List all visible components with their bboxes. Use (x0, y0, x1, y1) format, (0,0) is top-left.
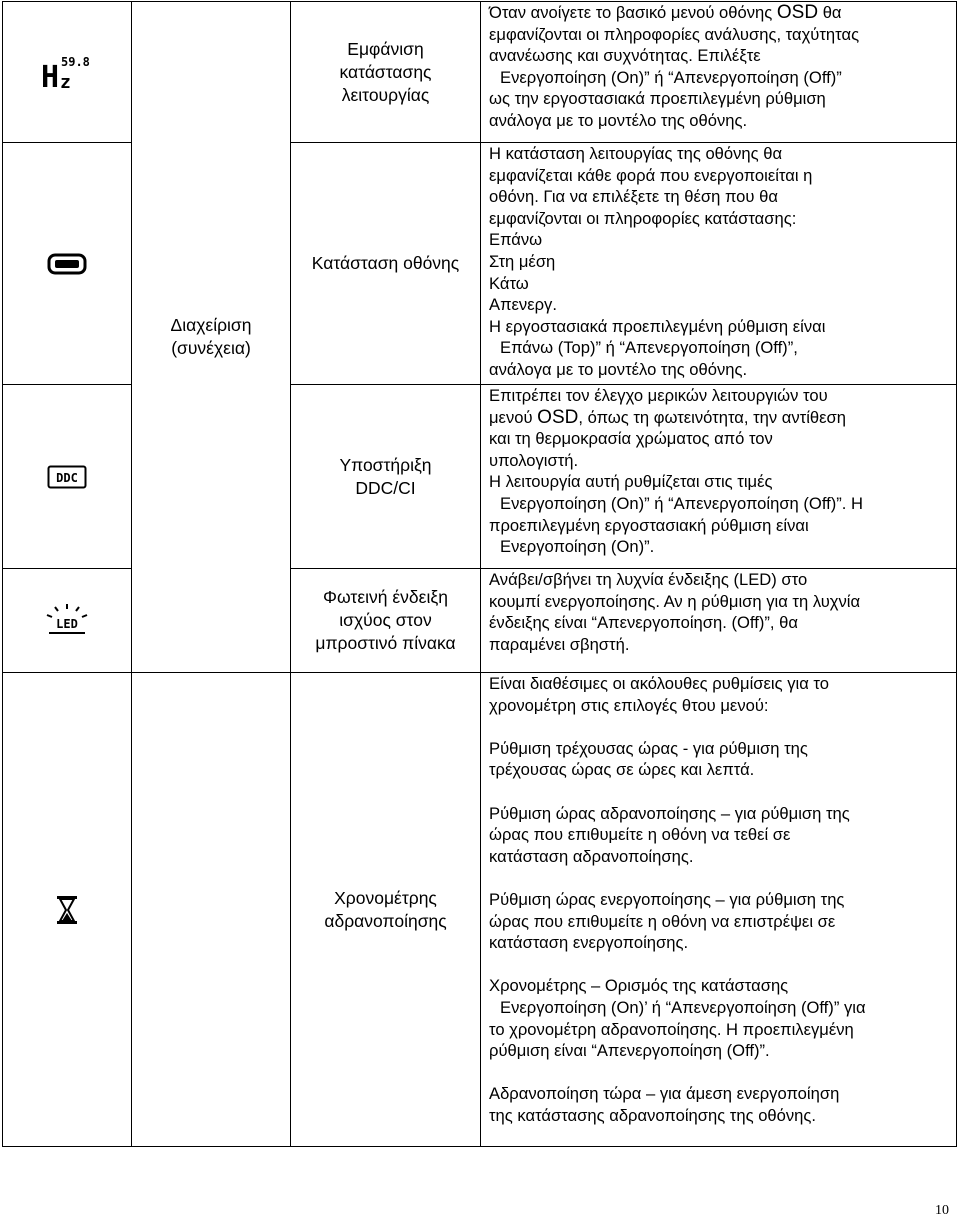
description-line: προεπιλεγμένη εργοστασιακή ρύθμιση είναι (489, 515, 809, 535)
icon-cell (3, 143, 132, 385)
category-label: Διαχείριση (170, 315, 252, 335)
description-line: ένδειξης είναι “Απενεργοποίηση. (Off)”, θα (489, 613, 798, 633)
category-cell (132, 2, 291, 673)
icon-cell (3, 2, 132, 143)
osd-settings-table (2, 1, 957, 1147)
page-number: 10 (935, 1203, 949, 1218)
ddc-icon (47, 465, 87, 489)
setting-description (481, 2, 957, 143)
setting-description (481, 143, 957, 385)
setting-name-line: DDC/CI (355, 477, 416, 498)
description-text: , όπως τη φωτεινότητα, την αντίθεση (578, 407, 846, 427)
description-line: ανάλογα με το μοντέλο της οθόνης. (489, 110, 748, 130)
description-line: Απενεργ. (489, 295, 557, 315)
setting-name-line: Κατάσταση οθόνης (311, 253, 460, 273)
description-line: Ρύθμιση τρέχουσας ώρας - για ρύθμιση της (489, 738, 808, 758)
setting-name (291, 569, 481, 673)
description-line: Ενεργοποίηση (On)”. (500, 537, 655, 557)
setting-name (291, 2, 481, 143)
description-line (489, 2, 952, 24)
description-line: και τη θερμοκρασία χρώματος από τον (489, 429, 773, 449)
setting-name-line: μπροστινό πίνακα (315, 633, 456, 653)
setting-name-line: λειτουργίας (341, 84, 430, 105)
setting-name-line: Φωτεινή ένδειξη (323, 587, 448, 607)
paragraph-gap (489, 781, 952, 803)
category-label: (συνέχεια) (171, 338, 251, 358)
paragraph-gap (489, 1062, 952, 1084)
setting-name-line: ισχύος στον (339, 610, 432, 630)
svg-text:LED: LED (56, 616, 78, 631)
description-text: μενού (489, 407, 538, 427)
description-line: ανάλογα με το μοντέλο της οθόνης. (489, 359, 748, 379)
setting-name (291, 673, 481, 1147)
description-line: Η λειτουργία αυτή ρυθμίζεται στις τιμές (489, 472, 773, 492)
description-line: κατάσταση αδρανοποίησης. (489, 846, 694, 866)
setting-description (481, 673, 957, 1147)
description-line: Χρονομέτρης – Ορισμός της κατάστασης (489, 976, 789, 996)
setting-name (291, 143, 481, 385)
description-line: οθόνη. Για να επιλέξετε τη θέση που θα (489, 187, 778, 207)
hourglass-icon (55, 895, 79, 925)
description-line: Αδρανοποίηση τώρα – για άμεση ενεργοποίηση (489, 1084, 840, 1104)
description-line: τρέχουσας ώρας σε ώρες και λεπτά. (489, 760, 755, 780)
description-line: ρύθμιση είναι “Απενεργοποίηση (Off)”. (489, 1041, 770, 1061)
svg-text:59.8: 59.8 (61, 55, 90, 69)
osd-term: OSD (776, 2, 819, 23)
category-cell (132, 673, 291, 1147)
description-line: ώρας που επιθυμείτε η οθόνη να επιστρέψει σε (489, 911, 836, 931)
description-line: της κατάστασης αδρανοποίησης της οθόνης. (489, 1105, 817, 1125)
description-line: Ρύθμιση ώρας ενεργοποίησης – για ρύθμιση της (489, 889, 845, 909)
description-line: Είναι διαθέσιμες οι ακόλουθες ρυθμίσεις για το (489, 674, 829, 693)
setting-name-line: Εμφάνιση (347, 38, 424, 59)
description-line: παραμένει σβηστή. (489, 634, 630, 654)
description-line: Στη μέση (489, 251, 556, 271)
setting-name-line: κατάστασης (339, 61, 432, 82)
svg-text:DDC: DDC (56, 470, 78, 485)
description-line: εμφανίζονται οι πληροφορίες κατάστασης: (489, 208, 797, 228)
description-line: ως την εργοστασιακά προεπιλεγμένη ρύθμιση (489, 89, 826, 109)
description-text: Όταν ανοίγετε το βασικό μενού οθόνης (489, 3, 777, 22)
description-line: εμφανίζεται κάθε φορά που ενεργοποιείται η (489, 165, 813, 185)
description-line: Η κατάσταση λειτουργίας της οθόνης θα (489, 144, 783, 163)
description-line: Κάτω (489, 273, 529, 293)
description-line: Ενεργοποίηση (On)” ή “Απενεργοποίηση (Off)”. Η (500, 493, 864, 513)
svg-text:H: H (41, 60, 60, 91)
icon-cell (3, 569, 132, 673)
description-text: θα (818, 3, 842, 22)
description-line: υπολογιστή. (489, 450, 579, 470)
monitor-status-icon (47, 253, 87, 275)
setting-description (481, 385, 957, 569)
description-line: Ανάβει/σβήνει τη λυχνία ένδειξης (LED) στο (489, 570, 808, 589)
description-line: Επιτρέπει τον έλεγχο μερικών λειτουργιών του (489, 386, 828, 405)
svg-text:z: z (60, 72, 71, 91)
icon-cell (3, 385, 132, 569)
description-line: Ενεργοποίηση (On)’ ή “Απενεργοποίηση (Off)” για (500, 997, 866, 1017)
setting-name-line: Υποστήριξη (339, 454, 432, 475)
description-line: το χρονομέτρη αδρανοποίησης. Η προεπιλεγμένη (489, 1019, 854, 1039)
description-line: Επάνω (Top)” ή “Απενεργοποίηση (Off)”, (500, 338, 798, 358)
setting-name (291, 385, 481, 569)
description-line: Ενεργοποίηση (On)” ή “Απενεργοποίηση (Off)” (500, 67, 842, 87)
icon-cell (3, 673, 132, 1147)
description-line: χρονομέτρη στις επιλογές θτου μενού: (489, 695, 769, 715)
table-row (3, 673, 957, 1147)
osd-term: OSD (537, 406, 579, 428)
paragraph-gap (489, 954, 952, 976)
description-line: Ρύθμιση ώρας αδρανοποίησης – για ρύθμιση της (489, 803, 850, 823)
description-line: εμφανίζονται οι πληροφορίες ανάλυσης, ταχύτητας (489, 24, 860, 44)
table-row (3, 2, 957, 143)
paragraph-gap (489, 716, 952, 738)
description-line: Η εργοστασιακά προεπιλεγμένη ρύθμιση είναι (489, 316, 826, 336)
description-line: ανανέωσης και συχνότητας. Επιλέξτε (489, 46, 761, 66)
paragraph-gap (489, 867, 952, 889)
hz-refresh-icon (41, 53, 93, 91)
setting-name-line: Χρονομέτρης (334, 887, 437, 908)
description-line: Επάνω (489, 230, 543, 250)
description-line: κατάσταση ενεργοποίησης. (489, 933, 689, 953)
description-line: ώρας που επιθυμείτε η οθόνη να τεθεί σε (489, 825, 791, 845)
setting-description (481, 569, 957, 673)
description-line (489, 407, 952, 429)
led-icon (45, 604, 89, 638)
description-line: κουμπί ενεργοποίησης. Αν η ρύθμιση για τη λυχνία (489, 591, 861, 611)
setting-name-line: αδρανοποίησης (324, 910, 447, 931)
